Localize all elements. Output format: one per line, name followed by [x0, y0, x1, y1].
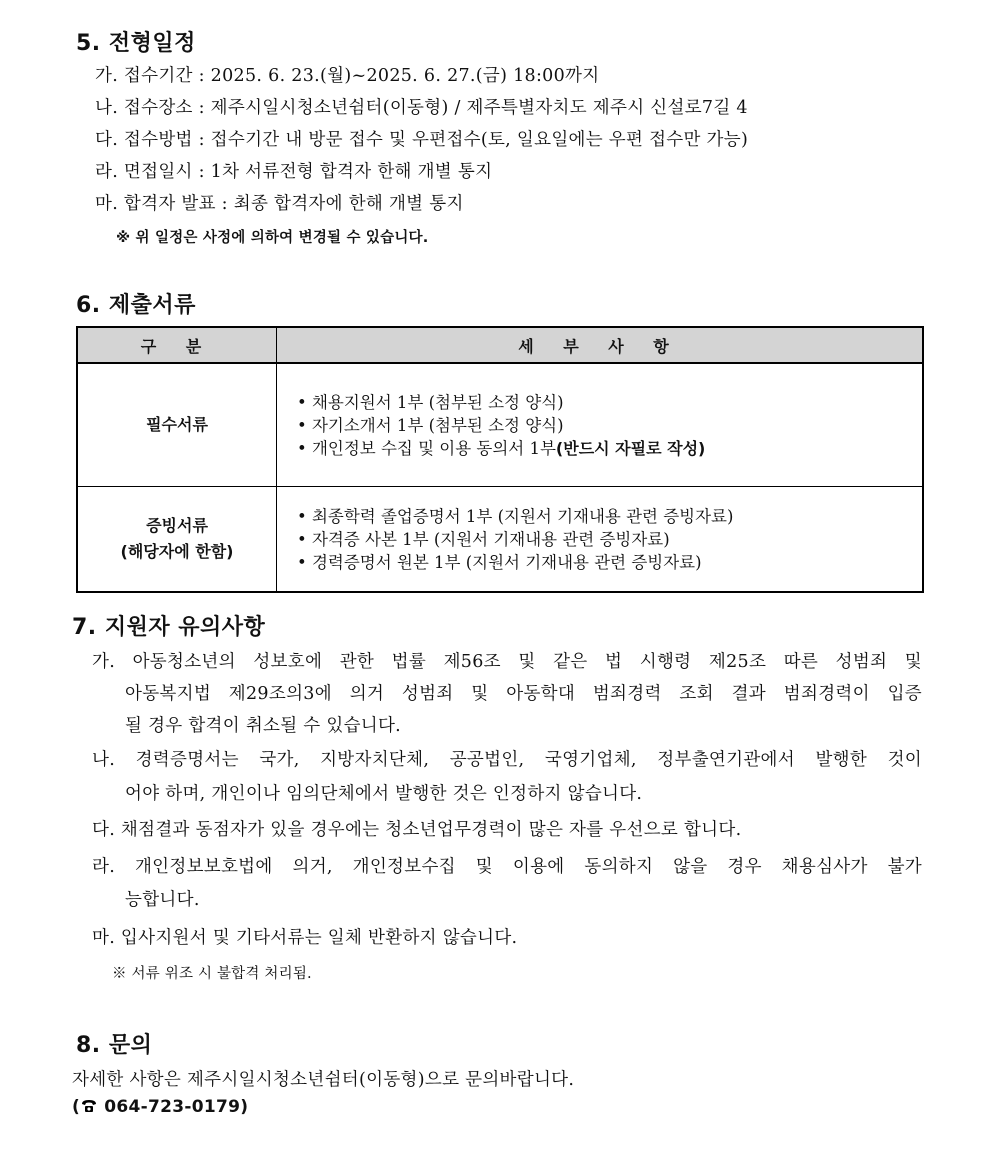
- category-proof: [77, 487, 277, 593]
- notice-item-ra-line1: 라. 개인정보보호법에 의거, 개인정보수집 및 이용에 동의하지 않을 경우 채용심사가 불가: [92, 857, 922, 877]
- notice-item-ma: 마. 입사지원서 및 기타서류는 일체 반환하지 않습니다.: [92, 928, 518, 948]
- list-item-text: • 개인정보 수집 및 이용 동의서 1부: [297, 438, 556, 458]
- list-item: • 자기소개서 1부 (첨부된 소정 양식): [297, 415, 564, 435]
- list-item: • 채용지원서 1부 (첨부된 소정 양식): [297, 392, 564, 412]
- list-item-emphasis: (반드시 자필로 작성): [555, 438, 706, 458]
- contact-text: 자세한 사항은 제주시일시청소년쉼터(이동형)으로 문의바랍니다.: [72, 1070, 575, 1090]
- phone-close-paren: ): [240, 1097, 249, 1117]
- notice-note: ※ 서류 위조 시 불합격 처리됨.: [112, 966, 312, 982]
- notice-item-ga-line1: 가. 아동청소년의 성보호에 관한 법률 제56조 및 같은 법 시행령 제25조 따른 성범죄 및: [92, 652, 922, 672]
- contact-phone: [72, 1097, 248, 1119]
- schedule-item-place: 나. 접수장소 : 제주시일시청소년쉼터(이동형) / 제주특별자치도 제주시 신설로7길 4: [95, 98, 748, 118]
- phone-open-paren: (: [72, 1097, 81, 1117]
- schedule-item-period: 가. 접수기간 : 2025. 6. 23.(월)~2025. 6. 27.(금) 18:00까지: [95, 66, 600, 86]
- list-item: • 경력증명서 원본 1부 (지원서 기재내용 관련 증빙자료): [297, 552, 702, 572]
- category-label: 필수서류: [146, 415, 208, 434]
- notice-item-da: 다. 채점결과 동점자가 있을 경우에는 청소년업무경력이 많은 자를 우선으로 합니다.: [92, 820, 742, 840]
- section-5-title: 5. 전형일정: [76, 31, 196, 56]
- telephone-icon: [80, 1098, 98, 1119]
- section-6-title: 6. 제출서류: [76, 293, 196, 318]
- list-item: • 자격증 사본 1부 (지원서 기재내용 관련 증빙자료): [297, 529, 670, 549]
- notice-item-ga-line2: 아동복지법 제29조의3에 의거 성범죄 및 아동학대 범죄경력 조회 결과 범죄경력이 입증: [125, 684, 922, 704]
- list-item: • 최종학력 졸업증명서 1부 (지원서 기재내용 관련 증빙자료): [297, 506, 734, 526]
- notice-item-na-line2: 어야 하며, 개인이나 임의단체에서 발행한 것은 인정하지 않습니다.: [125, 784, 643, 804]
- category-required: [77, 363, 277, 487]
- schedule-note: ※ 위 일정은 사정에 의하여 변경될 수 있습니다.: [116, 230, 429, 246]
- phone-number[interactable]: 064-723-0179: [104, 1097, 241, 1117]
- schedule-item-interview: 라. 면접일시 : 1차 서류전형 합격자 한해 개별 통지: [95, 162, 493, 182]
- category-sublabel: (해당자에 한함): [120, 542, 234, 561]
- schedule-item-method: 다. 접수방법 : 접수기간 내 방문 접수 및 우편접수(토, 일요일에는 우편 접수만 가능): [95, 130, 749, 150]
- category-label: 증빙서류: [146, 516, 208, 535]
- section-7-title: 7. 지원자 유의사항: [72, 615, 266, 640]
- table-row: [77, 487, 923, 593]
- table-header-details: 세 부 사 항: [277, 327, 924, 363]
- notice-item-na-line1: 나. 경력증명서는 국가, 지방자치단체, 공공법인, 국영기업체, 정부출연기관에서 발행한 것이: [92, 750, 922, 770]
- list-item: [297, 437, 922, 460]
- table-header-category: 구 분: [77, 327, 277, 363]
- table-header-row: [77, 327, 923, 363]
- details-proof: [277, 487, 924, 593]
- notice-item-ga-line3: 될 경우 합격이 취소될 수 있습니다.: [125, 716, 402, 736]
- table-row: [77, 363, 923, 487]
- section-8-title: 8. 문의: [76, 1033, 153, 1058]
- documents-table: [76, 326, 924, 593]
- notice-item-ra-line2: 능합니다.: [125, 890, 200, 910]
- schedule-item-announcement: 마. 합격자 발표 : 최종 합격자에 한해 개별 통지: [95, 194, 464, 214]
- details-required: [277, 363, 924, 487]
